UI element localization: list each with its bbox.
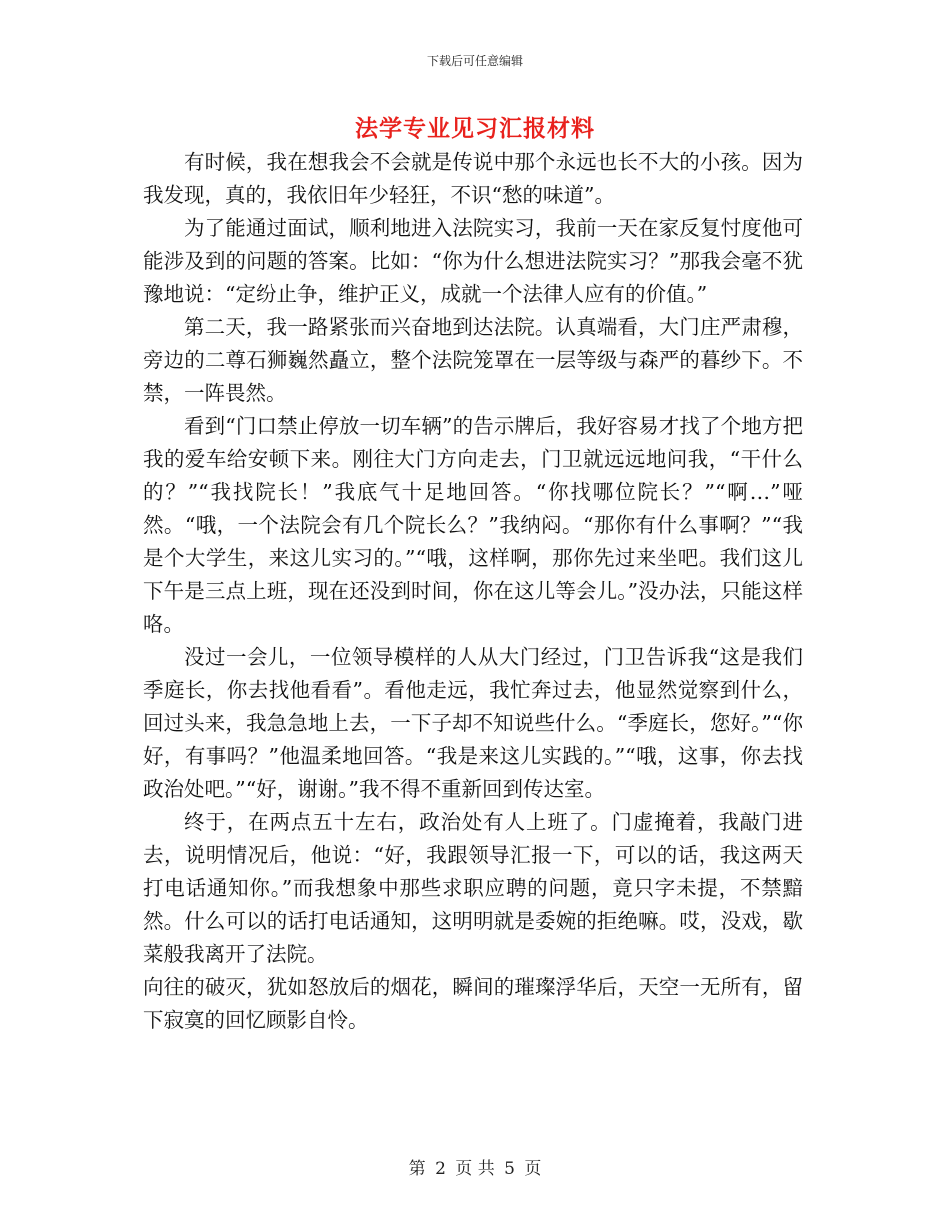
paragraph-1: 有时候，我在想我会不会就是传说中那个永远也长不大的小孩。因为我发现，真的，我依旧年少轻狂，不识“愁的味道”。 (143, 150, 803, 207)
paragraph-7: 向往的破灭，犹如怒放后的烟花，瞬间的璀璨浮华后，天空一无所有，留下寂寞的回忆顾影自怜。 (143, 975, 803, 1032)
page-header-note: 下载后可任意编辑 (426, 54, 523, 68)
document-body (143, 146, 803, 1037)
paragraph-3: 第二天，我一路紧张而兴奋地到达法院。认真端看，大门庄严肃穆，旁边的二尊石狮巍然矗立，整个法院笼罩在一层等级与森严的暮纱下。不禁，一阵畏然。 (143, 315, 803, 405)
footer-total-pages: 5 (504, 1159, 515, 1179)
page-footer (0, 1154, 950, 1179)
document-title: 法学专业见习汇报材料 (355, 115, 595, 142)
footer-suffix: 页 (524, 1159, 542, 1179)
footer-current-page: 2 (435, 1159, 446, 1179)
paragraph-5: 没过一会儿，一位领导模样的人从大门经过，门卫告诉我“这是我们季庭长，你去找他看看”。看他走远，我忙奔过去，他显然觉察到什么，回过头来，我急急地上去，一下子却不知说些什么。“季庭长，您好。”“你好，有事吗？”他温柔地回答。“我是来这儿实践的。”“哦，这事，你去找政治处吧。”“好，谢谢。”我不得不重新回到传达室。 (143, 645, 803, 801)
paragraph-4: 看到“门口禁止停放一切车辆”的告示牌后，我好容易才找了个地方把我的爱车给安顿下来。刚往大门方向走去，门卫就远远地问我，“干什么的？”“我找院长！”我底气十足地回答。“你找哪位院长？”“啊…”哑然。“哦，一个法院会有几个院长么？”我纳闷。“那你有什么事啊？”“我是个大学生，来这儿实习的。”“哦，这样啊，那你先过来坐吧。我们这儿下午是三点上班，现在还没到时间，你在这儿等会儿。”没办法，只能这样咯。 (143, 414, 803, 636)
footer-middle: 页 共 (455, 1159, 495, 1179)
footer-prefix: 第 (408, 1159, 426, 1179)
paragraph-2: 为了能通过面试，顺利地进入法院实习，我前一天在家反复忖度他可能涉及到的问题的答案。比如：“你为什么想进法院实习？”那我会毫不犹豫地说：“定纷止争，维护正义，成就一个法律人应有的价值。” (143, 216, 803, 306)
paragraph-6: 终于，在两点五十左右，政治处有人上班了。门虚掩着，我敲门进去，说明情况后，他说：“好，我跟领导汇报一下，可以的话，我这两天打电话通知你。”而我想象中那些求职应聘的问题，竟只字未提，不禁黯然。什么可以的话打电话通知，这明明就是委婉的拒绝嘛。哎，没戏，歇菜般我离开了法院。 (143, 810, 803, 966)
